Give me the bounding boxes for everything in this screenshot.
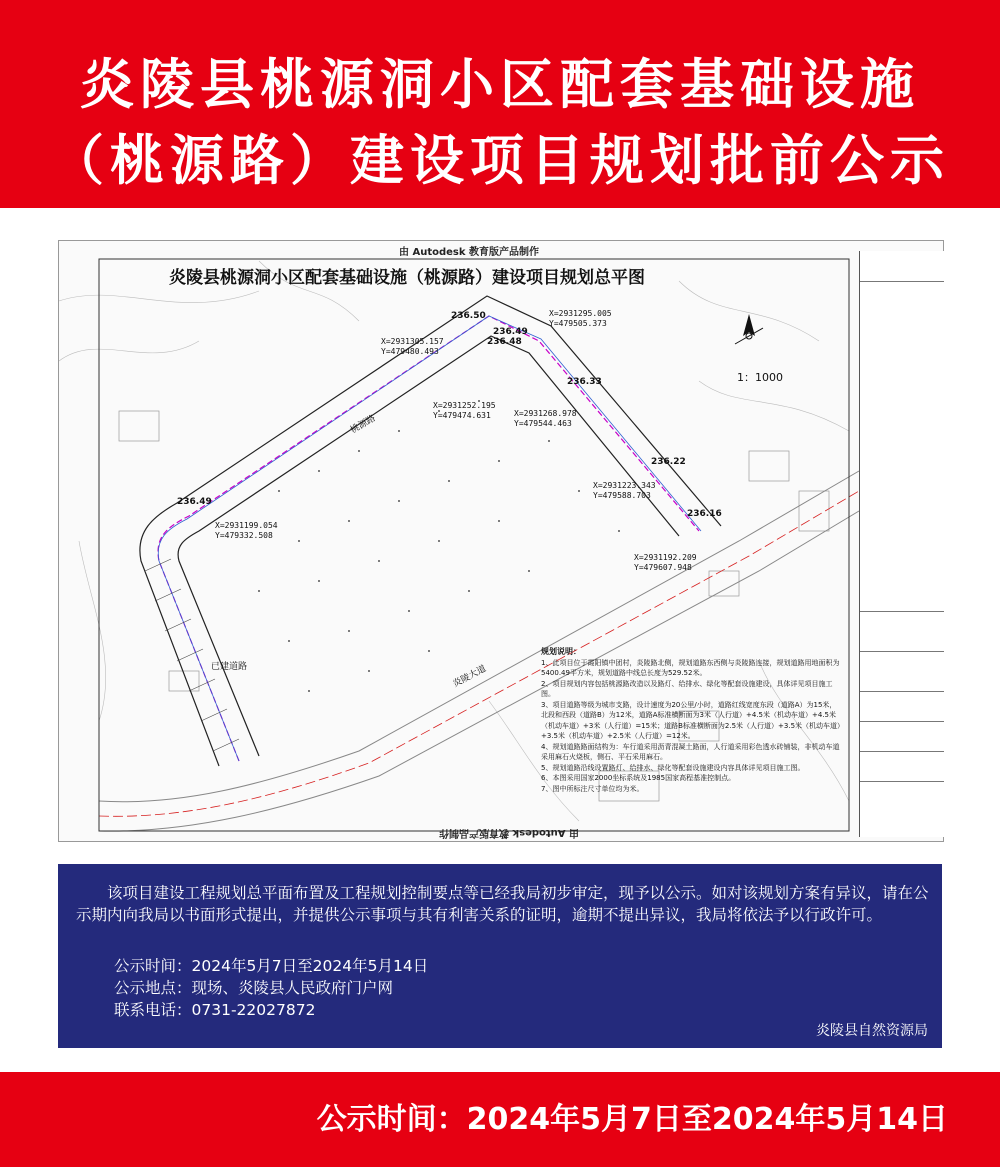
drawing-title-block [859,251,944,837]
planned-road-label: 桃源路 [349,413,378,436]
elevation-label: 236.49 [177,497,212,507]
title-block-row [860,281,944,322]
coordinate-label: X=2931199.054 Y=479332.508 [215,521,278,540]
coordinate-label: X=2931295.005 Y=479505.373 [549,309,612,328]
coordinate-label: X=2931305.157 Y=479480.493 [381,337,444,356]
coordinate-label: X=2931268.978 Y=479544.463 [514,409,577,428]
notice-body: 该项目建设工程规划总平面布置及工程规划控制要点等已经我局初步审定，现予以公示。如对该规划方案有异议，请在公示期内向我局以书面形式提出，并提供公示事项与其有利害关系的证明，逾期不提出异议，我局将依法予以行政许可。 [76,884,929,924]
elevation-label: 236.33 [567,377,602,387]
notice-time: 公示时间：2024年5月7日至2024年5月14日 [114,957,429,975]
watermark-top: 由 Autodesk 教育版产品制作 [399,247,540,258]
watermark-bottom: 由 Autodesk 教育版产品制作 [439,827,580,838]
title-block-row [860,751,944,772]
title-block-row [860,611,944,642]
site-plan-drawing [58,240,944,842]
elevation-label: 236.22 [651,457,686,467]
scale-label: 1：1000 [737,371,783,384]
plan-title: 炎陵县桃源洞小区配套基础设施（桃源路）建设项目规划总平图 [169,268,645,288]
title-line-2: （桃源路）建设项目规划批前公示 [50,129,950,192]
notice-signature: 炎陵县自然资源局 [816,1023,928,1039]
coordinate-label: X=2931192.209 Y=479607.948 [634,553,697,572]
note-item: 7、图中所标注尺寸单位均为米。 [541,784,644,793]
title-line-1: 炎陵县桃源洞小区配套基础设施 [80,53,920,116]
existing-road-label: 已建道路 [211,662,248,672]
coordinate-label: X=2931252.195 Y=479474.631 [433,401,496,420]
notice-place: 公示地点：现场、炎陵县人民政府门户网 [114,979,394,997]
elevation-label: 236.16 [687,509,722,519]
coordinate-label: X=2931223.343 Y=479588.703 [593,481,656,500]
elevation-label: 236.50 [451,311,486,321]
note-item: 1、此项目位于霞阳镇中团村，炎陵路北侧，规划道路东西侧与炎陵路连接，规划道路用地面积为5400.49平方米，规划道路中线总长度为529.52米。 [541,658,840,677]
note-item: 2、项目规划内容包括桃源路改造以及路灯、给排水、绿化等配套设施建设，具体详见项目施工图。 [541,679,833,698]
notes-heading: 规划说明： [541,647,581,656]
note-item: 3、项目道路等级为城市支路，设计速度为20公里/小时，道路红线宽度东段（道路A）为15米，北段和西段（道路B）为12米，道路A标准横断面为3米（人行道）+4.5米（机动车道）+4.5米（机动车道）+3米（人行道）=15米；道路B标准横断面为2.5米（人行道）+3.5米（机动车道）+3.5米（机动车道）+2.5米（人行道）=12米。 [541,700,841,740]
note-item: 6、本图采用国家2000坐标系统及1985国家高程基准控制点。 [541,774,736,782]
elevation-label: 236.49 [493,327,528,337]
bottom-banner [0,1072,1000,1167]
notice-phone: 联系电话：0731-22027872 [114,1001,316,1019]
main-road-label: 炎陵大道 [451,663,488,690]
elevation-label: 236.48 [487,337,522,347]
title-block-row [860,691,944,712]
title-block-row [860,651,944,682]
note-item: 4、规划道路路面结构为：车行道采用沥青混凝土路面，人行道采用彩色透水砖铺装，非机动车道采用麻石火烧板，侧石、平石采用麻石。 [541,742,840,761]
title-block-row [860,721,944,742]
planning-notes [541,647,841,794]
bottom-publicity-time: 公示时间：2024年5月7日至2024年5月14日 [316,1102,948,1137]
title-block-row [860,781,944,802]
note-item: 5、规划道路沿线设置路灯、给排水、绿化等配套设施建设内容具体详见项目施工图。 [541,763,805,772]
notice-panel [58,864,942,1048]
top-banner [0,0,1000,208]
